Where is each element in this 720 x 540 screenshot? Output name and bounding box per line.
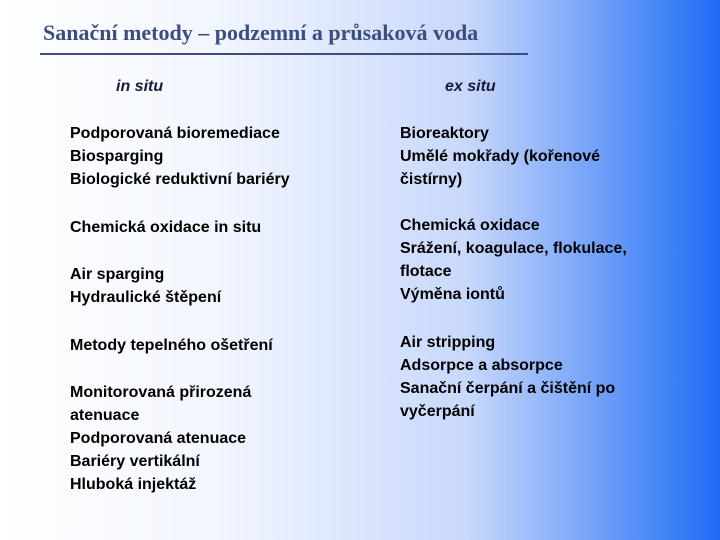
list-item: Biologické reduktivní bariéry [70,171,290,188]
list-item: Adsorpce a absorpce [400,357,563,374]
list-item: Chemická oxidace [400,217,540,234]
list-item: Hydraulické štěpení [70,289,222,306]
list-item: Podporovaná atenuace [70,430,247,447]
ex-situ-heading: ex situ [445,78,496,95]
list-item: flotace [400,263,452,280]
in-situ-group-5 [70,381,251,496]
list-item: čistírny) [400,171,463,188]
list-item: Srážení, koagulace, flokulace, [400,240,627,257]
list-item: Metody tepelného ošetření [70,337,273,354]
in-situ-group-2 [70,216,261,239]
ex-situ-group-1 [400,122,600,191]
list-item: Air stripping [400,334,496,351]
list-item: vyčerpání [400,403,475,420]
list-item: Bariéry vertikální [70,453,200,470]
title-underline [40,53,528,55]
list-item: Výměna iontů [400,286,505,303]
list-item: Podporovaná bioremediace [70,125,280,142]
in-situ-group-1 [70,122,290,191]
in-situ-heading: in situ [116,78,164,95]
slide-title: Sanační metody – podzemní a průsaková voda [43,20,479,45]
list-item: atenuace [70,407,140,424]
ex-situ-group-2 [400,214,627,306]
list-item: Monitorovaná přirozená [70,384,252,401]
ex-situ-group-3 [400,331,615,423]
in-situ-group-3 [70,263,221,309]
list-item: Umělé mokřady (kořenové [400,148,601,165]
list-item: Hluboká injektáž [70,476,197,493]
list-item: Biosparging [70,148,164,165]
list-item: Air sparging [70,266,165,283]
list-item: Sanační čerpání a čištění po [400,380,616,397]
list-item: Chemická oxidace in situ [70,219,262,236]
in-situ-group-4 [70,334,273,357]
list-item: Bioreaktory [400,125,489,142]
